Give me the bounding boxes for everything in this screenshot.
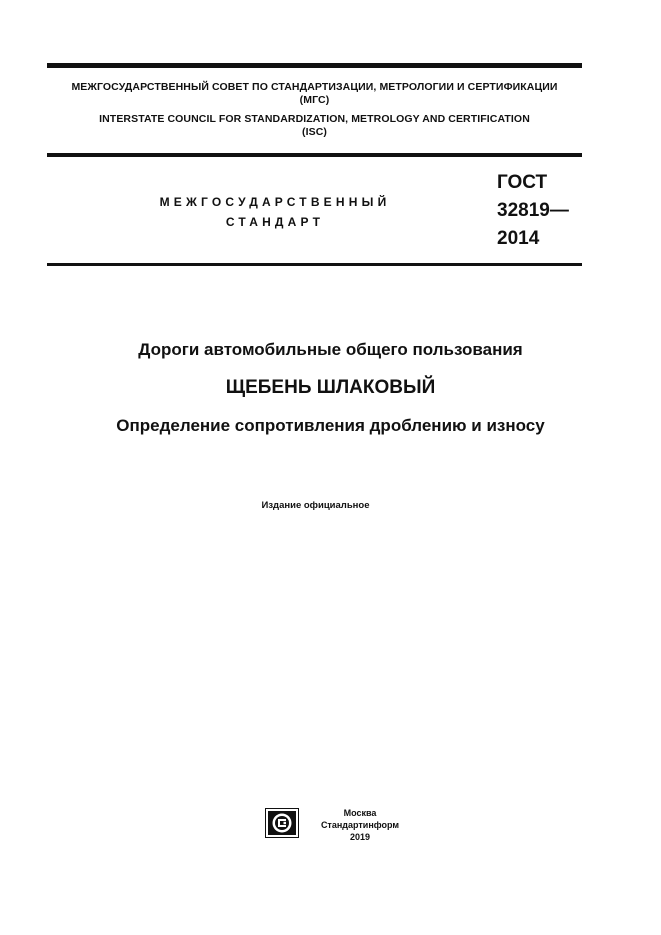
standard-label-line1: МЕЖГОСУДАРСТВЕННЫЙ [159,195,391,209]
gost-code-line2: 32819— [497,200,569,221]
standard-label-line2: СТАНДАРТ [225,215,325,229]
imprint-publisher: Стандартинформ [320,820,400,830]
gost-code-line3: 2014 [497,228,540,249]
title-line3: Определение сопротивления дроблению и износу [116,416,545,435]
council-name-ru: МЕЖГОСУДАРСТВЕННЫЙ СОВЕТ ПО СТАНДАРТИЗАЦИИ, МЕТРОЛОГИИ И СЕРТИФИКАЦИИ [71,81,558,93]
header-rule [47,153,582,157]
imprint-city: Москва [343,808,377,818]
top-rule [47,63,582,68]
standard-rule [47,263,582,266]
council-abbr-en: (ISC) [302,126,327,138]
imprint-year: 2019 [349,832,371,842]
title-line2: ЩЕБЕНЬ ШЛАКОВЫЙ [225,377,436,398]
edition-label: Издание официальное [261,500,370,511]
gost-code-line1: ГОСТ [497,172,548,193]
standartinform-logo-icon [265,808,299,838]
title-line1: Дороги автомобильные общего пользования [138,340,523,359]
council-name-en: INTERSTATE COUNCIL FOR STANDARDIZATION, METROLOGY AND CERTIFICATION [99,113,530,125]
council-abbr-ru: (МГС) [299,94,330,106]
